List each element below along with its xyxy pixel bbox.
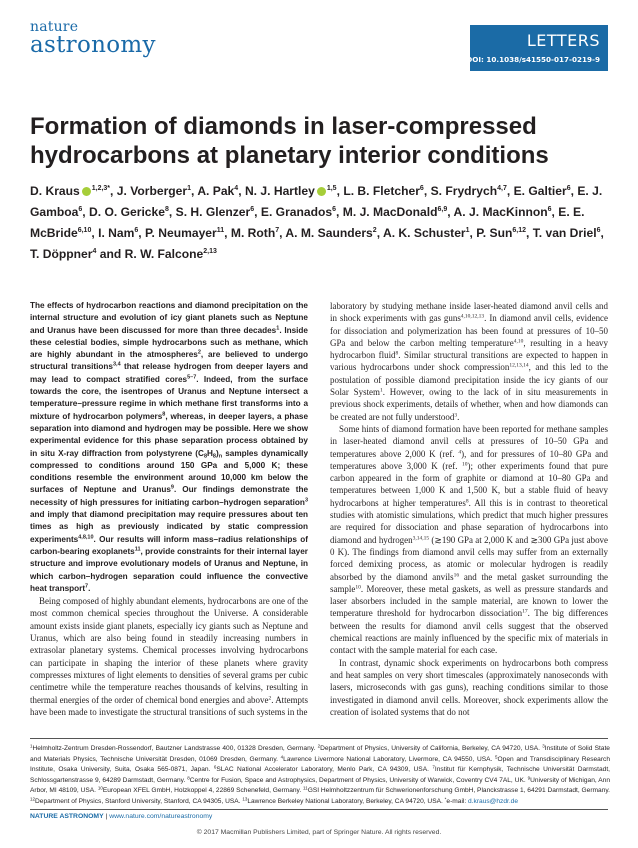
copyright: © 2017 Macmillan Publishers Limited, part of Springer Nature. All rights reserved. [196, 829, 442, 836]
author-list: D. Kraus $^{1,2,3*}$, J. Vorberger$^1$, A. Pak$^4$, N. J. Hartley $^{1,5}$, L. B. Fletcher$^6$, S. Frydrych$^{4,7}$, E. Galtier$^6$, E. J. Gamboa$^6$, D. O. Gericke$^8$, S. H. Glenzer$^6$, E. Granados$^6$, M. J. MacDonald$^{6,9}$, A. J. MacKinnon$^6$, E. E. McBride$^{6,10}$, I. Nam$^6$, P. Neumayer$^{11}$, M. Roth$^7$, A. M. Saunders$^2$, A. K. Schuster$^1$, P. Sun$^{6,12}$, T. van Driel$^6$, T. Döppner$^4$ and R. W. Falcone$^{2,13}$ [30, 184, 604, 261]
affiliations [30, 744, 610, 808]
author: M. J. MacDonald$^{6,9}$ [342, 205, 448, 219]
author: E. E. McBride$^{6,10}$ [30, 205, 585, 240]
email-link[interactable]: d.kraus@hzdr.de [468, 797, 518, 805]
author: E. Galtier$^6$ [513, 184, 571, 198]
journal-logo-line2: astronomy [30, 32, 156, 58]
footer-journal-name: NATURE ASTRONOMY [30, 813, 104, 820]
author: J. Vorberger$^1$ [116, 184, 192, 198]
author: S. H. Glenzer$^6$ [175, 205, 255, 219]
author: A. Pak$^4$ [197, 184, 239, 198]
author: S. Frydrych$^{4,7}$ [430, 184, 507, 198]
author: P. Neumayer$^{11}$ [145, 226, 225, 240]
journal-logo-line1: nature [30, 19, 79, 35]
author: L. B. Fletcher$^6$ [343, 184, 424, 198]
left-column [30, 300, 308, 718]
section-label: LETTERS [526, 31, 600, 50]
body-paragraph: In contrast, dynamic shock experiments on hydrocarbons both compress and heat samples on very short timescales (approximately nanoseconds with lasers, microseconds with gas guns), reaching conditions similar to those investigated in diamond anvil cells. Moreover, shock experiments allow the creation of isolated systems that do not [330, 657, 608, 717]
body-paragraph: Being composed of highly abundant elements, hydrocarbons are one of the most common chemical species throughout the Universe. A considerable amount exists inside giant planets, especially icy giants such as Neptune and Uranus, which are also being found in steadily increasing numbers in extrasolar planetary systems. Chemical processes involving hydrocarbons can participate in shaping the interior of these planets where gravity compresses mixtures of light elements to densities of several grams per cubic centimetre while the temperature reaches thousands of kelvins, resulting in thermal energies of the order of chemical bond energies and above$^2$. Attempts have been made to investigate the structural transitions of such systems in the [30, 596, 308, 717]
author: D. O. Gericke$^8$ [89, 205, 169, 219]
author: T. van Driel$^6$ [532, 226, 601, 240]
article-title: Formation of diamonds in laser-compressed hydrocarbons at planetary interior conditions [30, 113, 549, 169]
right-column [330, 300, 608, 718]
journal-logo[interactable] [30, 20, 156, 57]
section-tag [466, 25, 608, 71]
affiliations-text: $^1$Helmholtz-Zentrum Dresden-Rossendorf, Bautzner Landstrasse 400, 01328 Dresden, Germany. $^2$Department of Physics, University of California, Berkeley, CA 94720, USA. $^3$Institute of Solid State and Materials Physics, Technische Universität Dresden, 01069 Dresden, Germany. $^4$Lawrence Livermore National Laboratory, Livermore, CA 94550, USA. $^5$Open and Transdisciplinary Research Institute, Osaka University, Suita, Osaka 565-0871, Japan. $^6$SLAC National Accelerator Laboratory, Menlo Park, CA 94309, USA. $^7$Institut für Kernphysik, Technische Universität Darmstadt, Schlossgartenstrasse 9, 64289 Darmstadt, Germany. $^8$Centre for Fusion, Space and Astrophysics, Department of Physics, University of Warwick, Coventry CV4 7AL, UK. $^9$University of Michigan, Ann Arbor, MI 48109, USA. $^{10}$European XFEL GmbH, Holzkoppel 4, 22869 Schenefeld, Germany. $^{11}$GSI Helmholtzzentrum für Schwerionenforschung GmbH, Planckstrasse 1, 64291 Darmstadt, Germany. $^{12}$Department of Physics, Stanford University, Stanford, CA 94305, USA. $^{13}$Lawrence Berkeley National Laboratory, Berkeley, CA 94720, USA. *e-mail: [30, 743, 611, 805]
footnote-divider [30, 738, 608, 739]
footer-separator: | [103, 813, 110, 820]
abstract: The effects of hydrocarbon reactions and diamond precipitation on the internal structure and evolution of icy giant planets such as Neptune and Uranus have been discussed for more than three decades$^1$. Inside these celestial bodies, simple hydrocarbons such as methane, which are highly abundant in the atmospheres$^2$, are believed to undergo structural transitions$^{3,4}$ that release hydrogen from deeper layers and may lead to compact stratified cores$^{5-7}$. Indeed, from the surface towards the core, the isentropes of Uranus and Neptune intersect a temperature–pressure regime in which methane first transforms into a mixture of hydrocarbon polymers$^8$, whereas, in deeper layers, a phase separation into diamond and hydrogen may be possible. Here we show experimental evidence for this phase separation process obtained by in situ X-ray diffraction from polystyrene $(C_8H_8)_n$ samples dynamically compressed to conditions around 150 GPa and 5,000 K; these conditions resemble the environment around 10,000 km below the surfaces of Neptune and Uranus$^9$. Our findings demonstrate the necessity of high pressures for initiating carbon–hydrogen separation$^3$ and imply that diamond precipitation may require pressures about ten times as high as previously indicated by static compression experiments$^{4,8,10}$. Our results will inform mass–radius relationships of carbon-bearing exoplanets$^{11}$, provide constraints for their internal layer structure and improve evolutionary models of Uranus and Neptune, in which carbon–hydrogen separation could influence the convective heat transport$^7$. [30, 301, 309, 593]
author: E. Granados$^6$ [260, 205, 337, 219]
author: A. J. MacKinnon$^6$ [453, 205, 552, 219]
body-paragraph: laboratory by studying methane inside laser-heated diamond anvil cells and in shock experiments with gas guns$^{4,10,12,13}$. In diamond anvil cells, evidence for dissociation and polymerization has been found at pressures of 10–50 GPa and below the carbon melting temperature$^{4,10}$, resulting in a heavy hydrocarbon fluid$^8$. Similar structural transitions are expected to happen in various hydrocarbons under shock compression$^{12,13,14}$, and this led to the postulation of possible diamond precipitation inside the icy giants of our Solar System$^1$. However, owing to the lack of in situ measurements in previous shock experiments, details of whether, when and how diamonds can be created are not fully understood$^3$. [330, 301, 609, 422]
author: R. W. Falcone$^{2,13}$ [124, 247, 217, 261]
orcid-icon[interactable] [82, 187, 91, 196]
doi[interactable]: DOI: 10.1038/s41550-017-0219-9 [466, 55, 600, 64]
author: A. M. Saunders$^2$ [285, 226, 377, 240]
body-paragraph: Some hints of diamond formation have been reported for methane samples in laser-heated diamond anvil cells at pressures of 10–50 GPa and temperatures above 2,000 K (ref. $^4$), and for pressures of 10–80 GPa and temperatures above 3,000 K (ref. $^{10}$); other experiments found that pure carbon appeared in the form of graphite or diamond at 10–80 GPa and temperatures between 1,000 K and 1,500 K, but a stable fluid of heavy hydrocarbons at higher temperatures$^8$. All this is in contrast to theoretical studies with atomistic simulations, which predict that much higher pressures are required for dissociation and phase separation of hydrocarbons into diamond and hydrogen$^{3,14,15}$ (≳190 GPa at 2,000 K and ≳300 GPa just above 0 K). The findings from diamond anvil cells may suffer from an externally forced demixing process, as atomic or molecular hydrogen is readily absorbed by the diamond anvils$^{16}$ and the metal gasket surrounding the sample$^{10}$. Moreover, these metal gaskets, as well as pressure standards and laser absorbers included in the sample material, are known to lower the temperature threshold for hydrocarbon dissociation$^{17}$. The big differences between the results for diamond anvil cells suggest that the observed chemical reactions are mainly influenced by the specific mix of materials in contact with the sample material for each case. [330, 423, 609, 656]
author: D. Kraus $^{1,2,3*}$ [30, 184, 111, 198]
author: I. Nam$^6$ [98, 226, 139, 240]
author: A. K. Schuster$^1$ [382, 226, 470, 240]
author: P. Sun$^{6,12}$ [476, 226, 526, 240]
author: N. J. Hartley $^{1,5}$ [244, 184, 337, 198]
author: M. Roth$^7$ [230, 226, 280, 240]
author: T. Döppner$^4$ [30, 247, 97, 261]
footer-url[interactable]: www.nature.com/natureastronomy [109, 813, 213, 820]
journal-footer [30, 813, 212, 820]
footer-divider [30, 809, 608, 810]
author: E. J. Gamboa$^6$ [30, 184, 603, 219]
orcid-icon[interactable] [317, 187, 326, 196]
